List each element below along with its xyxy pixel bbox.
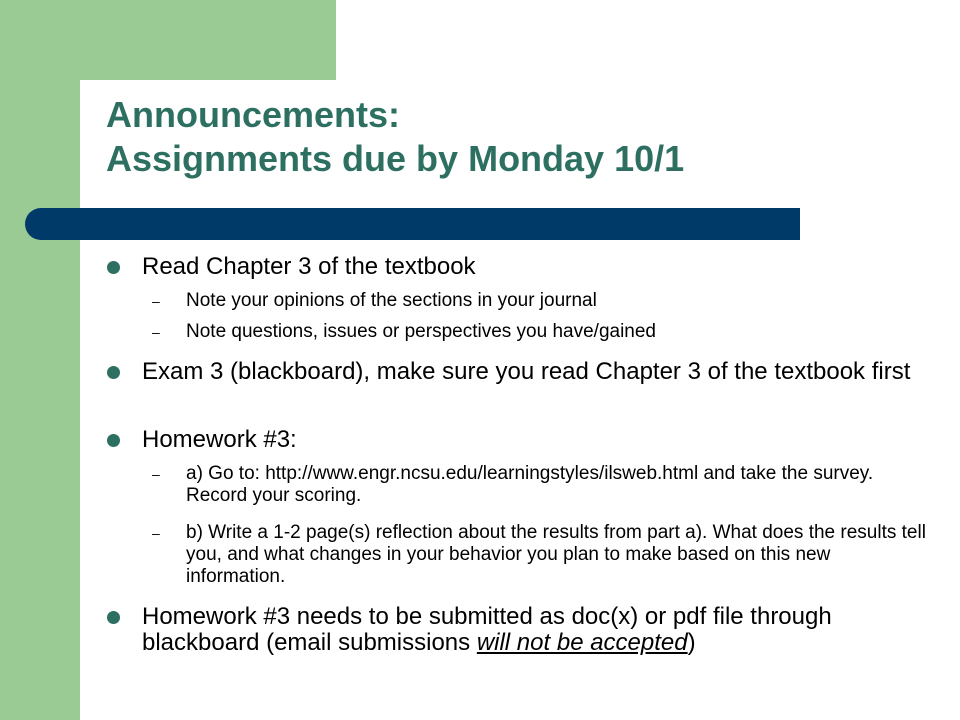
title-line-1: Announcements: xyxy=(106,94,401,135)
closing-paren: ) xyxy=(687,629,696,656)
bullet-exam-3 xyxy=(142,359,932,385)
sub-bullet-text: Note questions, issues or perspectives you have/gained xyxy=(186,321,656,342)
bullet-homework-3 xyxy=(142,427,932,453)
bullet-read-chapter xyxy=(142,254,932,280)
bullet-dot-icon xyxy=(107,261,120,274)
bullet-submission xyxy=(142,604,932,656)
dash-icon: – xyxy=(152,293,160,309)
emphasis-text: will not be accepted xyxy=(476,629,688,656)
title-line-2: Assignments due by Monday 10/1 xyxy=(106,138,685,179)
submission-text: Homework #3 needs to be submitted as doc(x) or pdf file through blackboard (email submissions xyxy=(142,603,832,656)
dash-icon: – xyxy=(152,525,160,541)
bullet-dot-icon xyxy=(107,611,120,624)
sub-bullet-questions xyxy=(152,321,926,343)
sub-bullet-text: a) Go to: http://www.engr.ncsu.edu/learningstyles/ilsweb.html and take the survey. Record your scoring. xyxy=(186,463,874,506)
dash-icon: – xyxy=(152,466,160,482)
sub-bullet-text: Note your opinions of the sections in your journal xyxy=(186,290,597,311)
bullet-text: Homework #3: xyxy=(142,426,297,453)
sub-bullet-text: b) Write a 1-2 page(s) reflection about the results from part a). What does the results tell you, and what changes in your behavior you plan to make based on this new information. xyxy=(186,522,926,587)
bullet-dot-icon xyxy=(107,434,120,447)
sub-bullet-survey xyxy=(152,463,926,507)
bullet-dot-icon xyxy=(107,366,120,379)
sub-bullet-reflection xyxy=(152,522,926,588)
bullet-text: Exam 3 (blackboard), make sure you read Chapter 3 of the textbook first xyxy=(142,358,911,385)
sub-bullet-opinions xyxy=(152,290,926,312)
dash-icon: – xyxy=(152,324,160,340)
bullet-text xyxy=(142,603,832,656)
bullet-text: Read Chapter 3 of the textbook xyxy=(142,253,476,280)
